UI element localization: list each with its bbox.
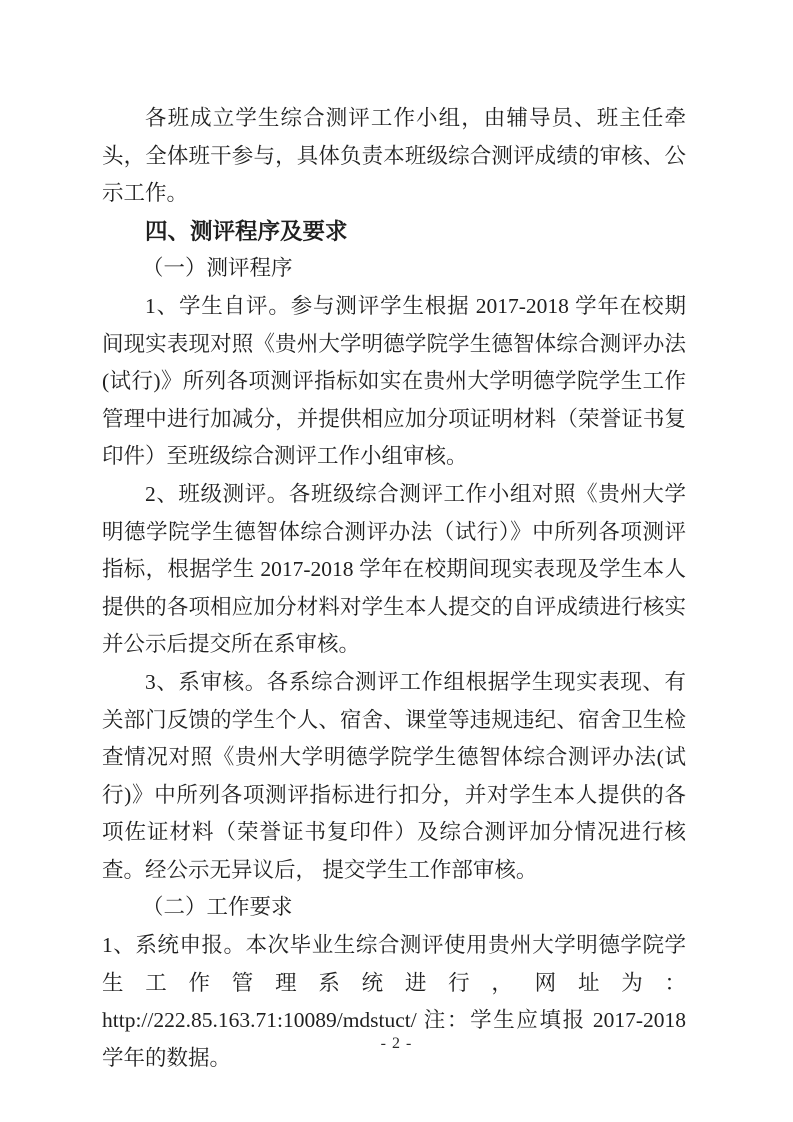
page-number: - 2 - [380,1035,413,1052]
paragraph: 1、学生自评。参与测评学生根据 2017-2018 学年在校期间现实表现对照《贵州大学明德学院学生德智体综合测评办法(试行)》所列各项测评指标如实在贵州大学明德学院学生工作管理中进行加减分，并提供相应加分项证明材料（荣誉证书复印件）至班级综合测评工作小组审核。 [102,293,686,469]
sub-heading: （一）测评程序 [142,256,293,281]
section-heading: 四、测评程序及要求 [145,218,348,244]
paragraph: 各班成立学生综合测评工作小组，由辅导员、班主任牵头，全体班干参与，具体负责本班级综合测评成绩的审核、公示工作。 [102,106,686,206]
paragraph: 3、系审核。各系综合测评工作组根据学生现实表现、有关部门反馈的学生个人、宿舍、课堂等违规违纪、宿舍卫生检查情况对照《贵州大学明德学院学生德智体综合测评办法(试行)》中所列各项测评指标进行扣分，并对学生本人提供的各项佐证材料（荣誉证书复印件）及综合测评加分情况进行核查。经公示无异议后， 提交学生工作部审核。 [102,669,686,882]
paragraph: 2、班级测评。各班级综合测评工作小组对照《贵州大学明德学院学生德智体综合测评办法（试行）》中所列各项测评指标，根据学生 2017-2018 学年在校期间现实表现及学生本人提供的各项相应加分材料对学生本人提交的自评成绩进行核实并公示后提交所在系审核。 [102,481,686,657]
paragraph: 1、系统申报。本次毕业生综合测评使用贵州大学明德学院学生工作管理系统进行，网址为：http://222.85.163.71:10089/mdstuct/ 注：学生应填报 2017-2018 学年的数据。 [102,933,686,1070]
document-content [102,100,686,1077]
sub-heading: （二）工作要求 [142,895,293,920]
